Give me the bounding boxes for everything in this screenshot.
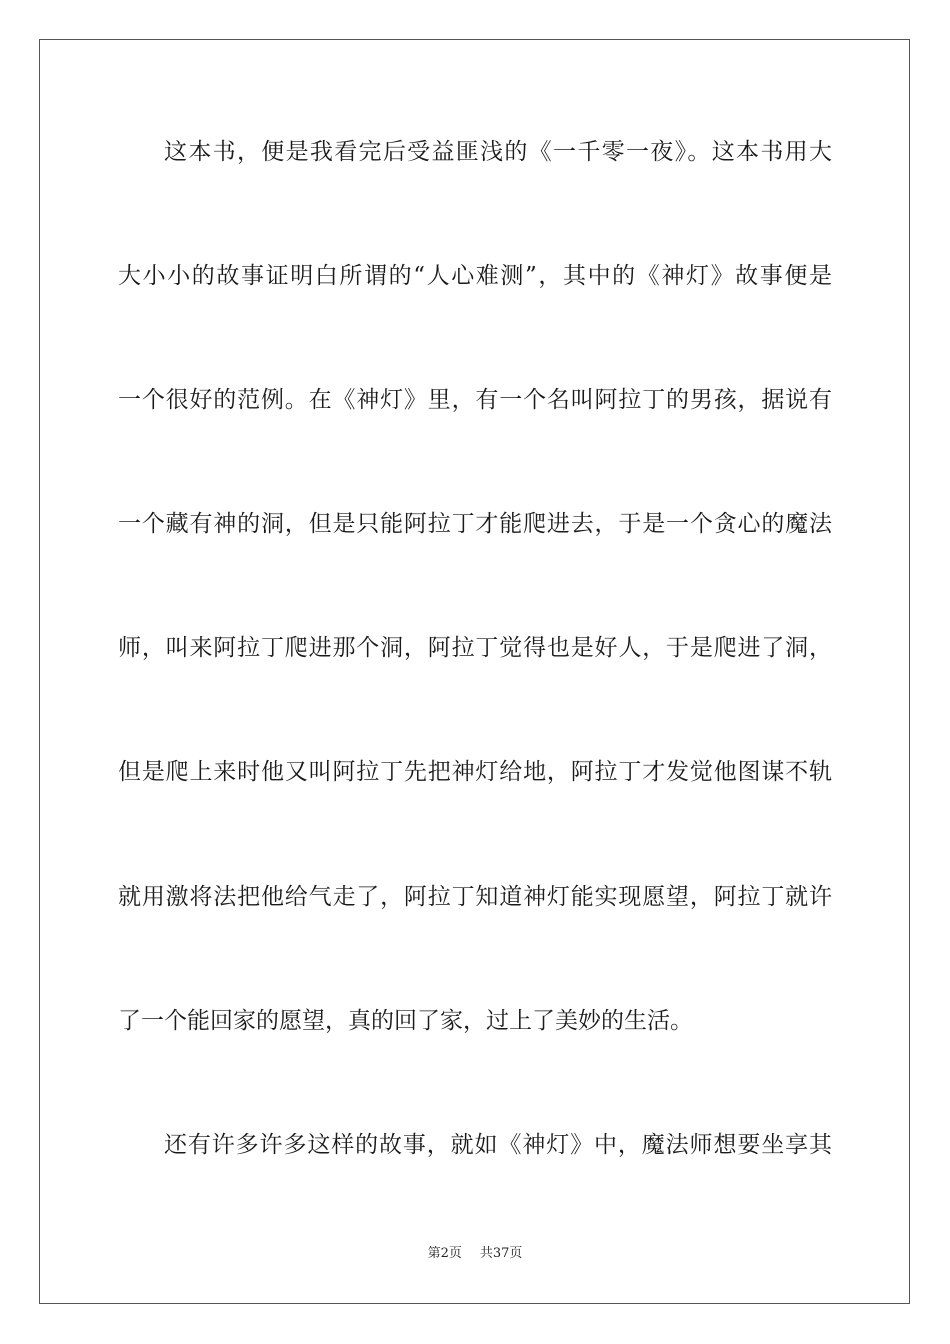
page-total: 共37页 [479, 1246, 523, 1261]
paragraph-1-line-1: 这本书，便是我看完后受益匪浅的《一千零一夜》。这本书用大 [164, 139, 832, 165]
paragraph-2-line-1: 还有许多许多这样的故事，就如《神灯》中，魔法师想要坐享其 [164, 1132, 832, 1158]
paragraph-1-line-5: 师，叫来阿拉丁爬进那个洞，阿拉丁觉得也是好人，于是爬进了洞， [118, 635, 832, 661]
paragraph-1-line-8: 了一个能回家的愿望，真的回了家，过上了美妙的生活。 [118, 1008, 693, 1034]
paragraph-1-line-3: 一个很好的范例。在《神灯》里，有一个名叫阿拉丁的男孩，据说有 [118, 387, 832, 413]
paragraph-1-line-2: 大小小的故事证明白所谓的“人心难测”，其中的《神灯》故事便是 [118, 263, 832, 289]
page-number: 第2页 [427, 1246, 462, 1261]
paragraph-1-line-6: 但是爬上来时他又叫阿拉丁先把神灯给地，阿拉丁才发觉他图谋不轨 [118, 759, 832, 785]
page-footer [0, 1245, 950, 1263]
paragraph-1-line-4: 一个藏有神的洞，但是只能阿拉丁才能爬进去，于是一个贪心的魔法 [118, 511, 832, 537]
page-border [39, 39, 910, 1304]
paragraph-1-line-7: 就用激将法把他给气走了，阿拉丁知道神灯能实现愿望，阿拉丁就许 [118, 884, 832, 910]
